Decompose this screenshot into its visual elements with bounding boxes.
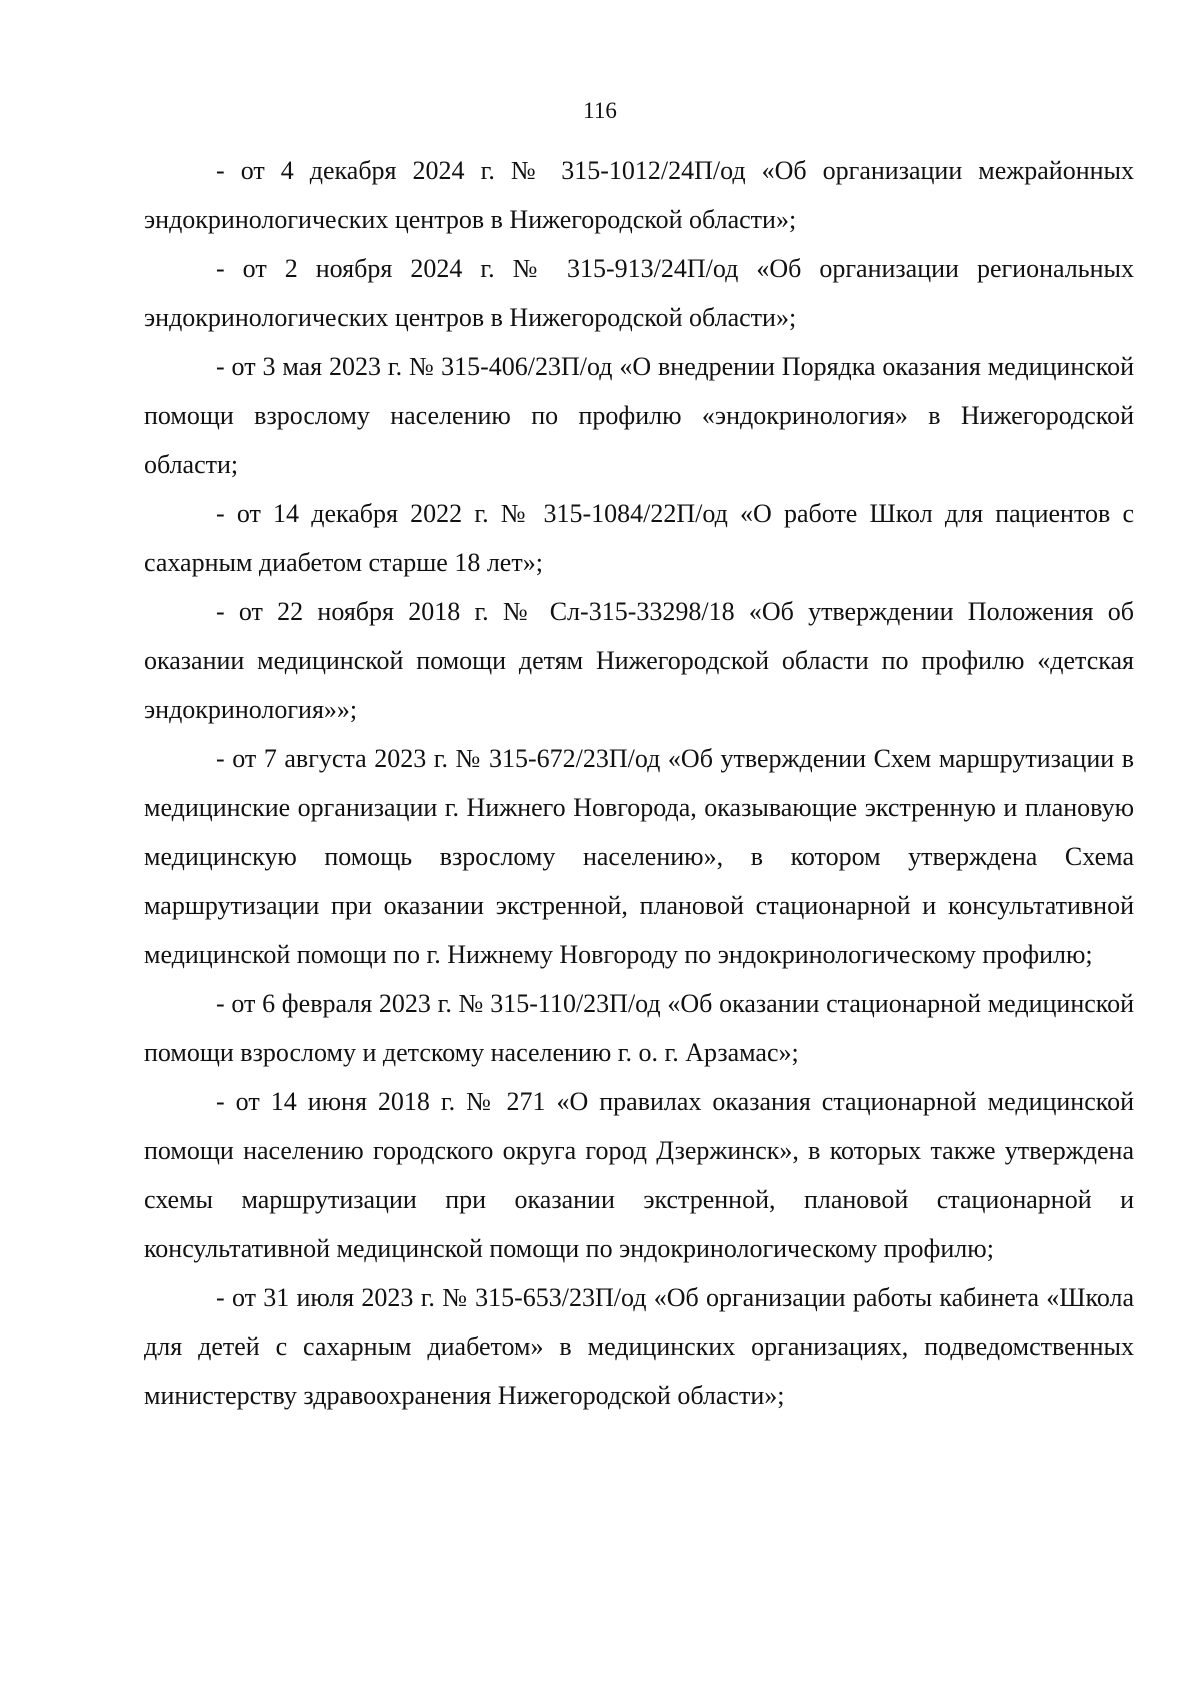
list-item: - от 31 июля 2023 г. № 315-653/23П/од «Об организации работы кабинета «Школа для детей с сахарным диабетом» в медицинских организациях, подведомственных министерству здравоохранения Нижегородской области»; (144, 1283, 1134, 1410)
list-item: - от 4 декабря 2024 г. № 315-1012/24П/од «Об организации межрайонных эндокринологических центров в Нижегородской области»; (144, 156, 1134, 234)
list-item: - от 3 мая 2023 г. № 315-406/23П/од «О внедрении Порядка оказания медицинской помощи взрослому населению по профилю «эндокринология» в Нижегородской области; (144, 352, 1134, 479)
page-number: 116 (583, 98, 617, 123)
list-item: - от 14 декабря 2022 г. № 315-1084/22П/од «О работе Школ для пациентов с сахарным диабетом старше 18 лет»; (144, 499, 1134, 577)
list-item: - от 6 февраля 2023 г. № 315-110/23П/од «Об оказании стационарной медицинской помощи взрослому и детскому населению г. о. г. Арзамас»; (144, 989, 1134, 1067)
list-item: - от 7 августа 2023 г. № 315-672/23П/од «Об утверждении Схем маршрутизации в медицинские организации г. Нижнего Новгорода, оказывающие экстренную и плановую медицинскую помощь взрослому населению», в котором утверждена Схема маршрутизации при оказании экстренной, плановой стационарной и консультативной медицинской помощи по г. Нижнему Новгороду по эндокринологическому профилю; (144, 744, 1134, 969)
list-item: - от 2 ноября 2024 г. № 315-913/24П/од «Об организации региональных эндокринологических центров в Нижегородской области»; (144, 254, 1134, 332)
list-item: - от 22 ноября 2018 г. № Сл-315-33298/18 «Об утверждении Положения об оказании медицинской помощи детям Нижегородской области по профилю «детская эндокринология»»; (144, 597, 1134, 724)
document-body (144, 146, 1134, 1420)
list-item: - от 14 июня 2018 г. № 271 «О правилах оказания стационарной медицинской помощи населению городского округа город Дзержинск», в которых также утверждена схемы маршрутизации при оказании экстренной, плановой стационарной и консультативной медицинской помощи по эндокринологическому профилю; (144, 1087, 1134, 1263)
